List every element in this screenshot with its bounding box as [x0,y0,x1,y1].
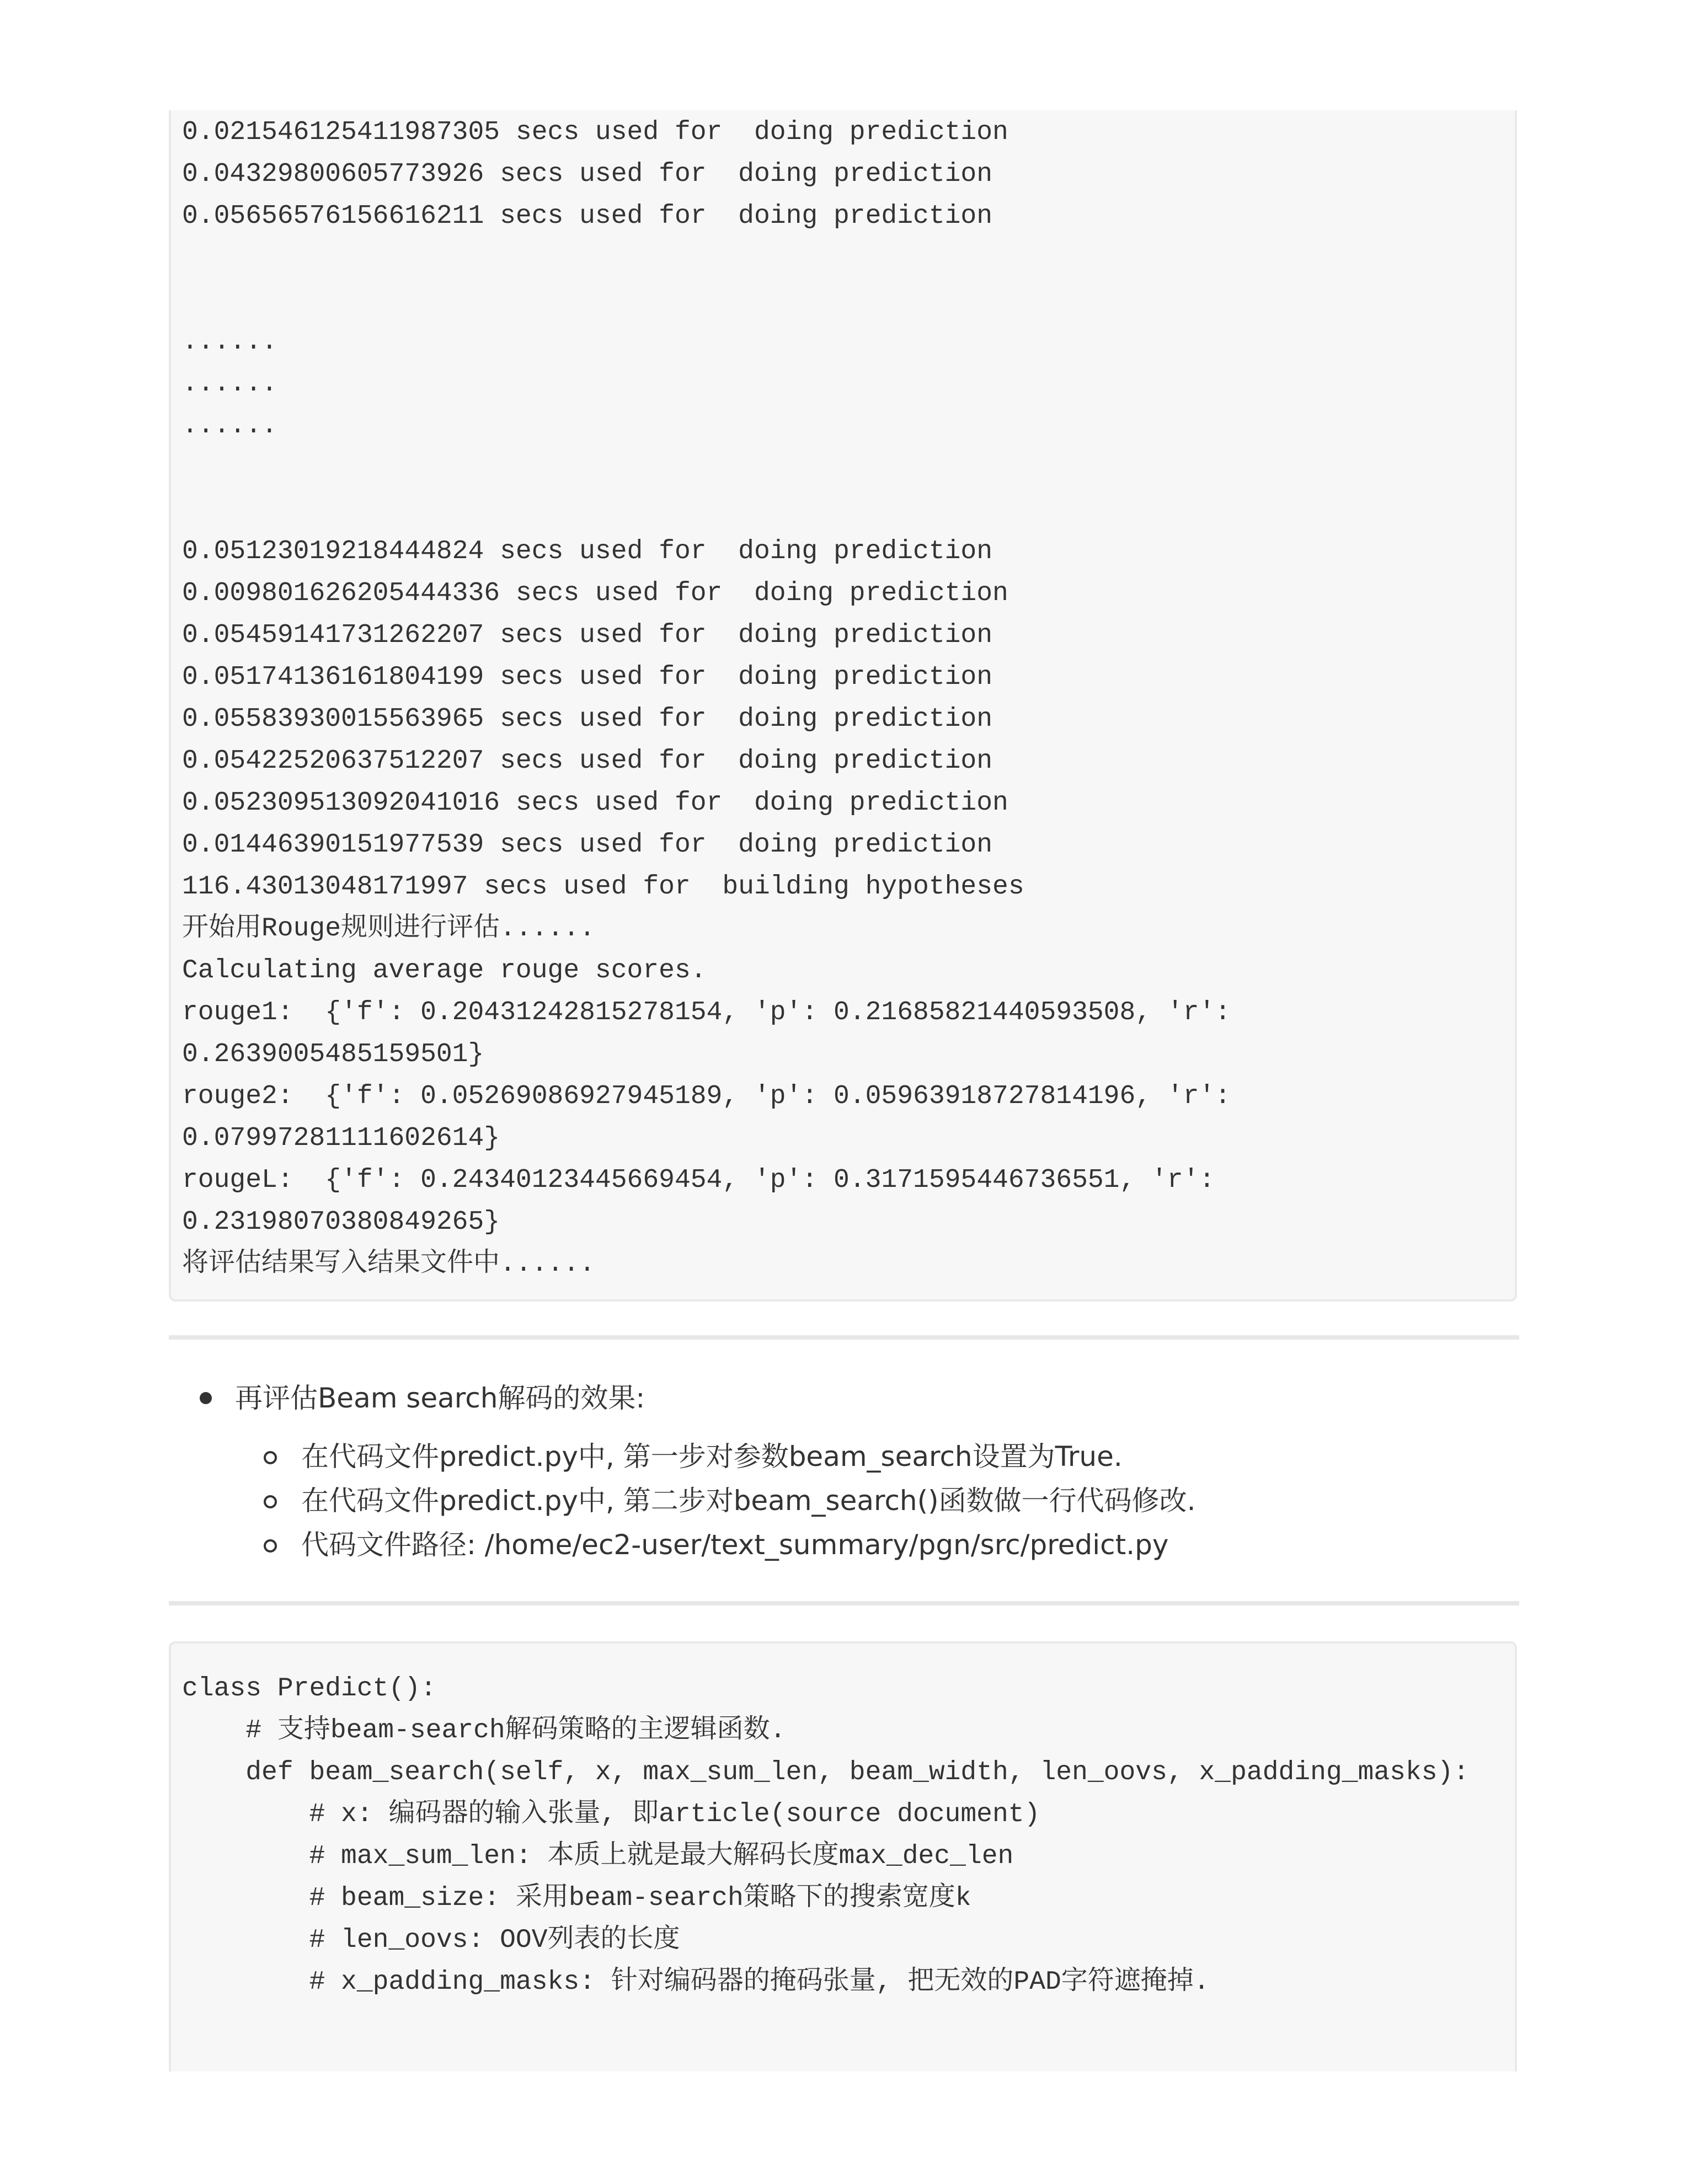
log-line-blank [182,489,1515,531]
log-line-ellipsis: ...... [182,411,277,441]
list-item-text: 再评估Beam search解码的效果: [235,1382,645,1414]
log-line: 0.021546125411987305 secs used for doing prediction [182,117,1008,147]
log-line-rouge1: rouge1: {'f': 0.20431242815278154, 'p': 0.21685821440593508, 'r': [182,998,1231,1027]
log-line-blank [182,447,1515,489]
sub-list-item-text: 在代码文件predict.py中, 第二步对beam_search()函数做一行代码修改. [301,1485,1196,1517]
log-line-rouge1-cont: 0.2639005485159501} [182,1040,484,1069]
circle-bullet-icon [264,1539,277,1553]
sub-list-item [169,1523,1196,1567]
output-log-block [169,110,1517,1302]
log-line: 0.009801626205444336 secs used for doing prediction [182,579,1008,608]
sub-list-item-text: 在代码文件predict.py中, 第一步对参数beam_search设置为True. [301,1441,1123,1473]
list-item-beam-search [169,1376,1196,1420]
output-log-text [182,111,1515,1285]
log-line-calculating: Calculating average rouge scores. [182,956,707,986]
log-line-rouge-start: 开始用Rouge规则进行评估...... [182,914,595,944]
log-line-ellipsis: ...... [182,327,277,357]
code-line-class: class Predict(): [182,1674,436,1704]
log-line: 0.04329800605773926 secs used for doing prediction [182,159,993,189]
code-line-comment: # 支持beam-search解码策略的主逻辑函数. [182,1716,786,1746]
code-line-comment: # x: 编码器的输入张量, 即article(source document) [182,1800,1040,1829]
code-line-comment: # max_sum_len: 本质上就是最大解码长度max_dec_len [182,1842,1014,1871]
log-line: 0.05174136161804199 secs used for doing prediction [182,662,993,692]
sub-list-item [169,1434,1196,1479]
log-line: 0.05123019218444824 secs used for doing prediction [182,537,993,566]
log-line-write-results: 将评估结果写入结果文件中...... [182,1249,595,1279]
bullet-list [169,1376,1196,1567]
log-line: 0.05422520637512207 secs used for doing prediction [182,746,993,776]
code-line-comment: # x_padding_masks: 针对编码器的掩码张量, 把无效的PAD字符遮掩掉. [182,1967,1210,1997]
code-block-predict [169,1641,1517,2071]
horizontal-rule [169,1335,1519,1340]
log-line-blank [182,279,1515,321]
log-line: 0.05459141731262207 secs used for doing prediction [182,620,993,650]
horizontal-rule [169,1601,1519,1605]
log-line-blank [182,237,1515,279]
log-line-hypotheses: 116.43013048171997 secs used for building hypotheses [182,872,1024,902]
log-line: 0.05583930015563965 secs used for doing prediction [182,704,993,734]
circle-bullet-icon [264,1451,277,1464]
log-line: 0.052309513092041016 secs used for doing prediction [182,788,1008,818]
code-line-comment: # beam_size: 采用beam-search策略下的搜索宽度k [182,1883,971,1913]
log-line-rougeL: rougeL: {'f': 0.24340123445669454, 'p': 0.3171595446736551, 'r': [182,1165,1215,1195]
sub-list-item-text: 代码文件路径: /home/ec2-user/text_summary/pgn/src/predict.py [301,1529,1169,1561]
sub-list-item [169,1479,1196,1523]
disc-bullet-icon [200,1392,212,1404]
code-line-comment: # len_oovs: OOV列表的长度 [182,1925,680,1955]
log-line-ellipsis: ...... [182,369,277,399]
log-line: 0.01446390151977539 secs used for doing prediction [182,830,993,860]
log-line-rougeL-cont: 0.23198070380849265} [182,1207,500,1237]
log-line-rouge2: rouge2: {'f': 0.05269086927945189, 'p': 0.05963918727814196, 'r': [182,1082,1231,1111]
log-line-rouge2-cont: 0.07997281111602614} [182,1123,500,1153]
code-text [182,1668,1515,2003]
code-line-def: def beam_search(self, x, max_sum_len, beam_width, len_oovs, x_padding_masks): [182,1758,1470,1787]
log-line: 0.05656576156616211 secs used for doing prediction [182,201,993,231]
circle-bullet-icon [264,1495,277,1508]
